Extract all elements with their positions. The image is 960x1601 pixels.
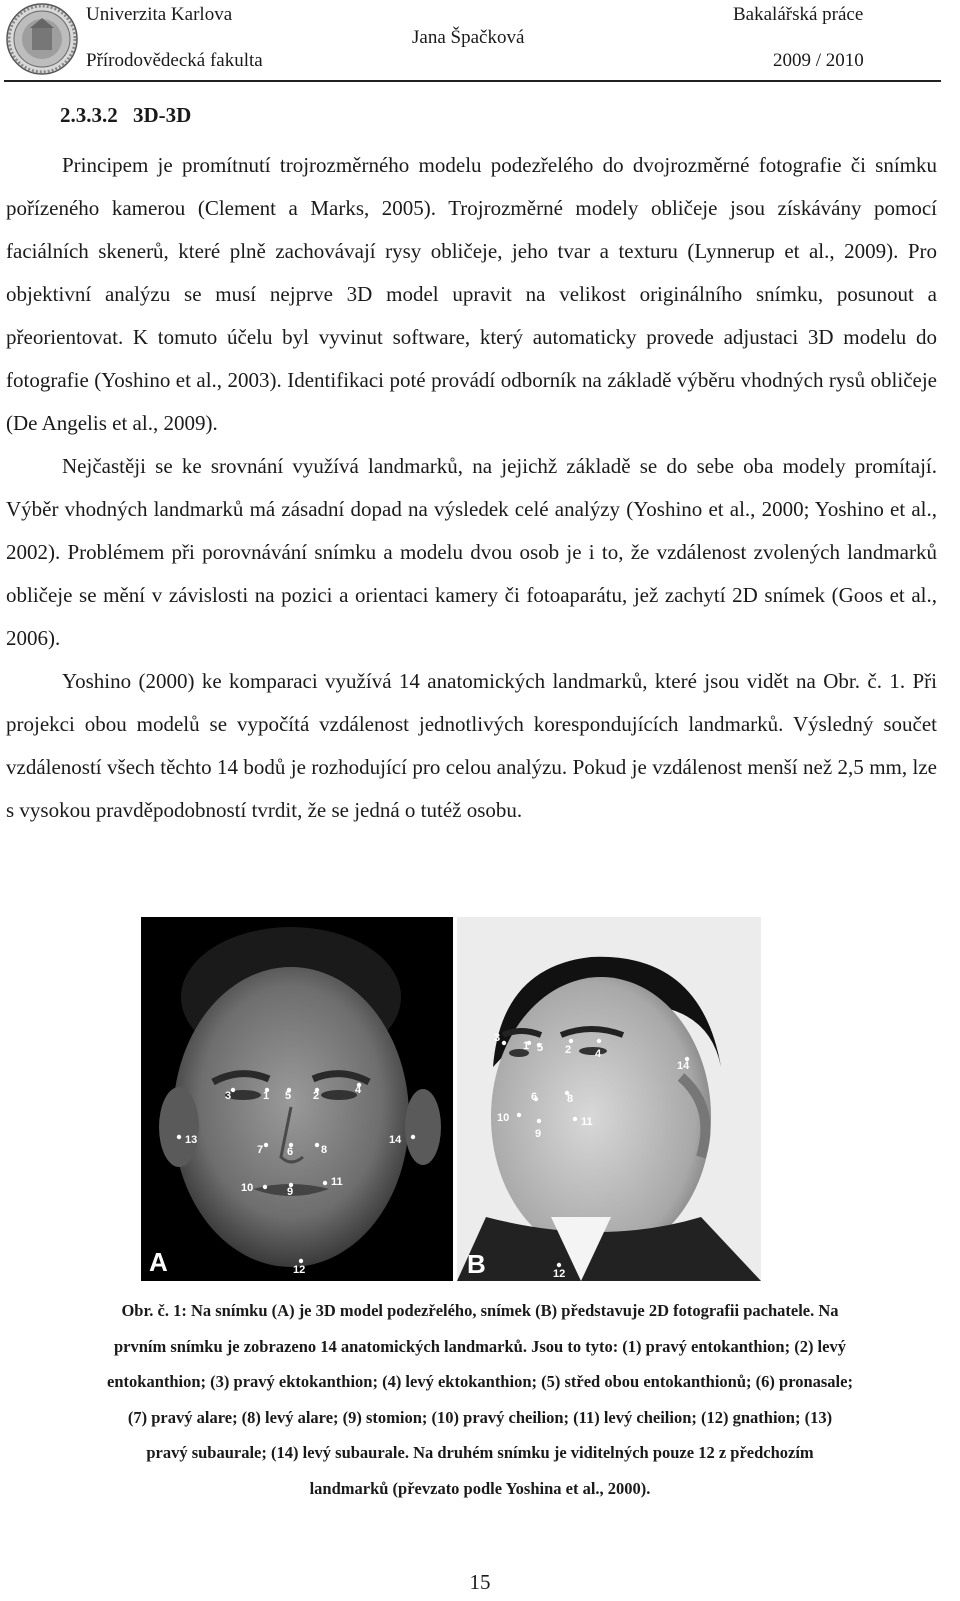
landmark-label: 14 — [677, 1060, 690, 1072]
landmark-label: 4 — [595, 1048, 602, 1060]
landmark-label: 9 — [287, 1186, 294, 1198]
landmark-label: 11 — [581, 1116, 593, 1128]
landmark-label: 8 — [321, 1144, 328, 1156]
landmark-label: 1 — [523, 1040, 530, 1052]
landmark-label: 10 — [497, 1112, 510, 1124]
caption-line: entokanthion; (3) pravý ektokanthion; (4) levý ektokanthion; (5) střed obou entokanthionů; (6) pronasale; — [107, 1372, 853, 1391]
landmark-label: 8 — [567, 1093, 574, 1105]
page-header — [0, 0, 960, 82]
paragraph: Principem je promítnutí trojrozměrného modelu podezřelého do dvojrozměrné fotografie či snímku pořízeného kamerou (Clement a Marks, 2005). Trojrozměrné modely obličeje jsou získávány pomocí faciálních skenerů, které plně zachovávají rysy obličeje, jeho tvar a texturu (Lynnerup et al., 2009). Pro objektivní analýzu se musí nejprve 3D model upravit na velikost originálního snímku, posunout a přeorientovat. K tomuto účelu byl vyvinut software, který automaticky provede adjustaci 3D modelu do fotografie (Yoshino et al., 2003). Identifikaci poté provádí odborník na základě výběru vhodných rysů obličeje (De Angelis et al., 2009). — [6, 153, 937, 435]
landmark-label: 3 — [225, 1090, 232, 1102]
panel-a-label: A — [149, 1247, 168, 1277]
caption-line: prvním snímku je zobrazeno 14 anatomických landmarků. Jsou to tyto: (1) pravý entokanthion; (2) levý — [114, 1336, 846, 1356]
landmark-label: 2 — [565, 1044, 572, 1056]
body-text — [6, 144, 937, 832]
landmark-label: 1 — [263, 1090, 270, 1102]
landmark-label: 3 — [494, 1032, 501, 1044]
thesis-type: Bakalářská práce — [733, 4, 864, 25]
caption-line: pravý subaurale; (14) levý subaurale. Na druhém snímku je viditelných pouze 12 z předchozím — [146, 1443, 814, 1462]
caption-line: (7) pravý alare; (8) levý alare; (9) stomion; (10) pravý cheilion; (11) levý cheilion; (12) gnathion; (13) — [127, 1407, 833, 1427]
landmark-label: 4 — [355, 1084, 362, 1096]
caption-line: Obr. č. 1: Na snímku (A) je 3D model podezřelého, snímek (B) představuje 2D fotografii pachatele. Na — [121, 1301, 839, 1320]
landmark-label: 12 — [553, 1268, 566, 1280]
panel-b-label: B — [467, 1249, 486, 1279]
faculty-name: Přírodovědecká fakulta — [86, 50, 263, 71]
landmark-label: 13 — [185, 1134, 198, 1146]
landmark-label: 6 — [287, 1146, 294, 1158]
caption-line: landmarků (převzato podle Yoshina et al., 2000). — [309, 1478, 651, 1498]
section-title: 3D-3D — [133, 103, 192, 127]
landmark-label: 5 — [537, 1042, 544, 1054]
page-number: 15 — [469, 1570, 491, 1594]
landmark-label: 5 — [285, 1090, 292, 1102]
landmark-label: 7 — [257, 1144, 264, 1156]
university-seal-icon — [4, 2, 80, 76]
landmark-label: 14 — [389, 1134, 402, 1146]
header-divider — [4, 80, 941, 82]
landmark-label: 9 — [535, 1128, 542, 1140]
section-heading — [60, 103, 191, 128]
landmark-label: 10 — [241, 1182, 254, 1194]
academic-year: 2009 / 2010 — [773, 50, 864, 71]
landmark-label: 11 — [331, 1176, 343, 1188]
figure-image — [141, 917, 761, 1281]
panel-b — [457, 917, 761, 1281]
landmark-label: 2 — [313, 1090, 320, 1102]
figure-face-comparison — [141, 917, 761, 1281]
author-name: Jana Špačková — [412, 27, 525, 48]
landmark-label: 6 — [531, 1091, 538, 1103]
section-number: 2.3.3.2 — [60, 103, 118, 127]
university-name: Univerzita Karlova — [86, 4, 233, 25]
paragraph: Nejčastěji se ke srovnání využívá landmarků, na jejichž základě se do sebe oba modely promítají. Výběr vhodných landmarků má zásadní dopad na výsledek celé analýzy (Yoshino et al., 2000; Yoshino et al., 2002). Problémem při porovnávání snímku a modelu dvou osob je i to, že vzdálenost zvolených landmarků obličeje se mění v závislosti na pozici a orientaci kamery či fotoaparátu, jež zachytí 2D snímek (Goos et al., 2006). — [6, 454, 937, 650]
figure-caption — [0, 1293, 960, 1506]
panel-a — [141, 917, 453, 1281]
paragraph: Yoshino (2000) ke komparaci využívá 14 anatomických landmarků, které jsou vidět na Obr. č. 1. Při projekci obou modelů se vypočítá vzdálenost jednotlivých korespondujících landmarků. Výsledný součet vzdáleností všech těchto 14 bodů je rozhodující pro celou analýzu. Pokud je vzdálenost menší než 2,5 mm, lze s vysokou pravděpodobností tvrdit, že se jedná o tutéž osobu. — [6, 669, 937, 822]
landmark-label: 12 — [293, 1264, 306, 1276]
